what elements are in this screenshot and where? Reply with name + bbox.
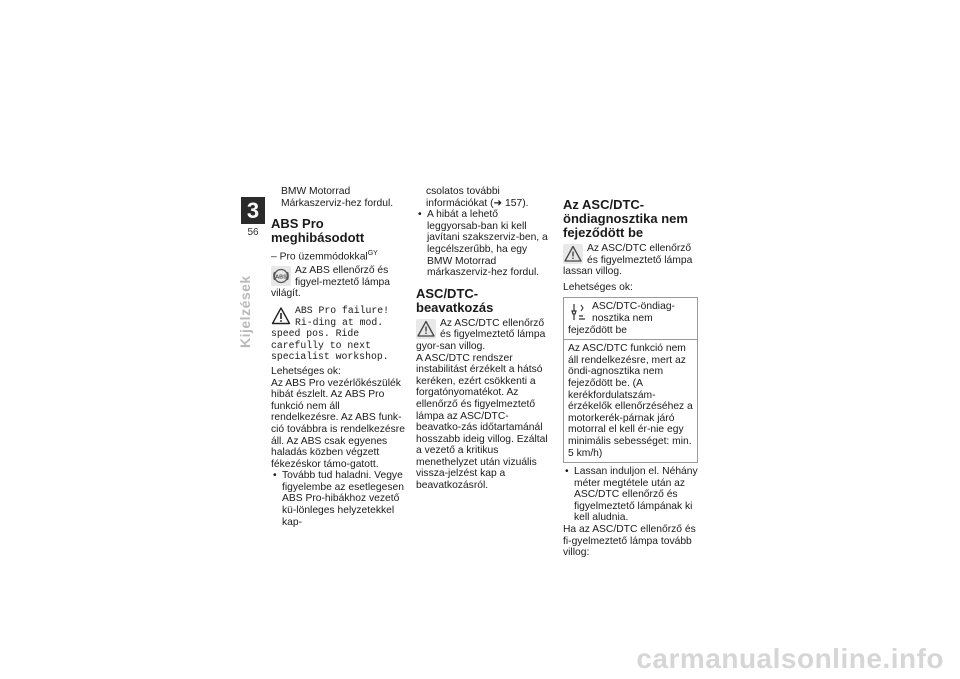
abs-lamp-text: Az ABS ellenőrző és figyel-meztető lámpa világít. bbox=[271, 265, 390, 300]
cause-table bbox=[563, 297, 698, 463]
reference-arrow-icon: ➜ bbox=[493, 197, 506, 209]
continued-text: csolatos további információkat (➜ 157). bbox=[426, 186, 529, 209]
display-message-block bbox=[271, 305, 405, 363]
table-cell: Az ASC/DTC funkció nem áll rendelkezésre, mert az öndi-agnosztika nem fejeződött be. (A kerékfordulatszám-érzékelők ellenőrzéséhez a motorkerék-párnak járó motorral el kell ér-nie egy minimális sebességet: min. 5 km/h) bbox=[568, 343, 693, 459]
selfdiag-heading: Az ASC/DTC-öndiagnosztika nem fejeződött be bbox=[563, 197, 688, 240]
abs-pro-heading: ABS Pro meghibásodott bbox=[271, 216, 365, 246]
chapter-tab bbox=[241, 197, 265, 238]
possible-cause-label: Lehetséges ok: bbox=[563, 281, 633, 293]
svg-text:ABS: ABS bbox=[275, 274, 287, 281]
asc-warning-lamp-icon bbox=[416, 319, 436, 339]
column-3 bbox=[563, 186, 701, 559]
mode-line: – Pro üzemmódokkal$^{GY}$ bbox=[271, 250, 378, 263]
abs-lamp-block bbox=[271, 265, 405, 300]
closing-text: Ha az ASC/DTC ellenőrző és fi-gyelmeztető lámpa tovább villog: bbox=[563, 524, 696, 559]
cause-text: Az ABS Pro vezérlőkészülék hibát észlelt. Az ABS Pro funkció nem áll rendelkezésre. Az ABS funk-ció továbbra is rendelkezésre áll. Az ABS csak egyenes haladás közben végzett fékezéskor támo-gatott. bbox=[271, 377, 405, 470]
table-row bbox=[564, 339, 697, 462]
column-1 bbox=[271, 186, 405, 528]
asc-lamp-block bbox=[416, 318, 550, 353]
asc-lamp-text: Az ASC/DTC ellenőrző és figyelmeztető lámpa gyor-san villog. bbox=[416, 317, 546, 352]
mode-superscript: GY bbox=[367, 250, 378, 258]
column-2 bbox=[416, 186, 550, 492]
warning-triangle-icon bbox=[271, 306, 291, 326]
asc-body-text: A ASC/DTC rendszer instabilitást érzékelt a hátsó keréken, ezért csökkenti a forgatónyomatékot. Az ellenőrző és figyelmeztető lámpa az ASC/DTC-beavatko-zás időtartamánál hosszabb ideig villog. Ezáltal a vezető a kritikus menethelyzet után vizuális vissza-jelzést kap a beavatkozásról. bbox=[416, 352, 548, 492]
watermark: carmanualsonline.info bbox=[636, 643, 944, 674]
selfdiag-lamp-block bbox=[563, 243, 701, 278]
list-item: • Tovább tud haladni. Vegye figyelembe az esetlegesen ABS Pro-hibákhoz vezető kü-lönleges helyzetekkel kap- bbox=[271, 470, 405, 528]
table-row bbox=[564, 298, 697, 339]
chapter-number: 3 bbox=[241, 197, 265, 224]
abs-warning-lamp-icon bbox=[271, 266, 291, 286]
list-item: • A hibát a lehető leggyorsab-ban ki kell javítani szakszerviz-ben, a legcélszerűbb, ha egy BMW Motorrad márkaszerviz-hez fordul. bbox=[416, 209, 550, 279]
display-message: ABS Pro failure! Ri-ding at mod. speed pos. Ride carefully to next specialist workshop. bbox=[271, 304, 390, 363]
reference-page: 157 bbox=[505, 197, 523, 209]
page-number: 56 bbox=[247, 227, 259, 238]
list-item: • Lassan induljon el. Néhány méter megtétele után az ASC/DTC ellenőrző és figyelmeztető lámpának ki kell aludnia. bbox=[563, 466, 701, 524]
chapter-label: Kijelzések bbox=[237, 275, 253, 348]
possible-cause-label: Lehetséges ok: bbox=[271, 365, 341, 377]
asc-dtc-heading: ASC/DTC-beavatkozás bbox=[416, 285, 494, 315]
table-cell: ASC/DTC-öndiag-nosztika nem fejeződött be bbox=[568, 301, 675, 336]
asc-warning-lamp-icon bbox=[563, 244, 583, 264]
selfdiag-lamp-text: Az ASC/DTC ellenőrző és figyelmeztető lámpa lassan villog. bbox=[563, 243, 693, 278]
intro-text: BMW Motorrad Márkaszerviz-hez fordul. bbox=[281, 186, 394, 209]
tool-icon bbox=[568, 302, 588, 322]
